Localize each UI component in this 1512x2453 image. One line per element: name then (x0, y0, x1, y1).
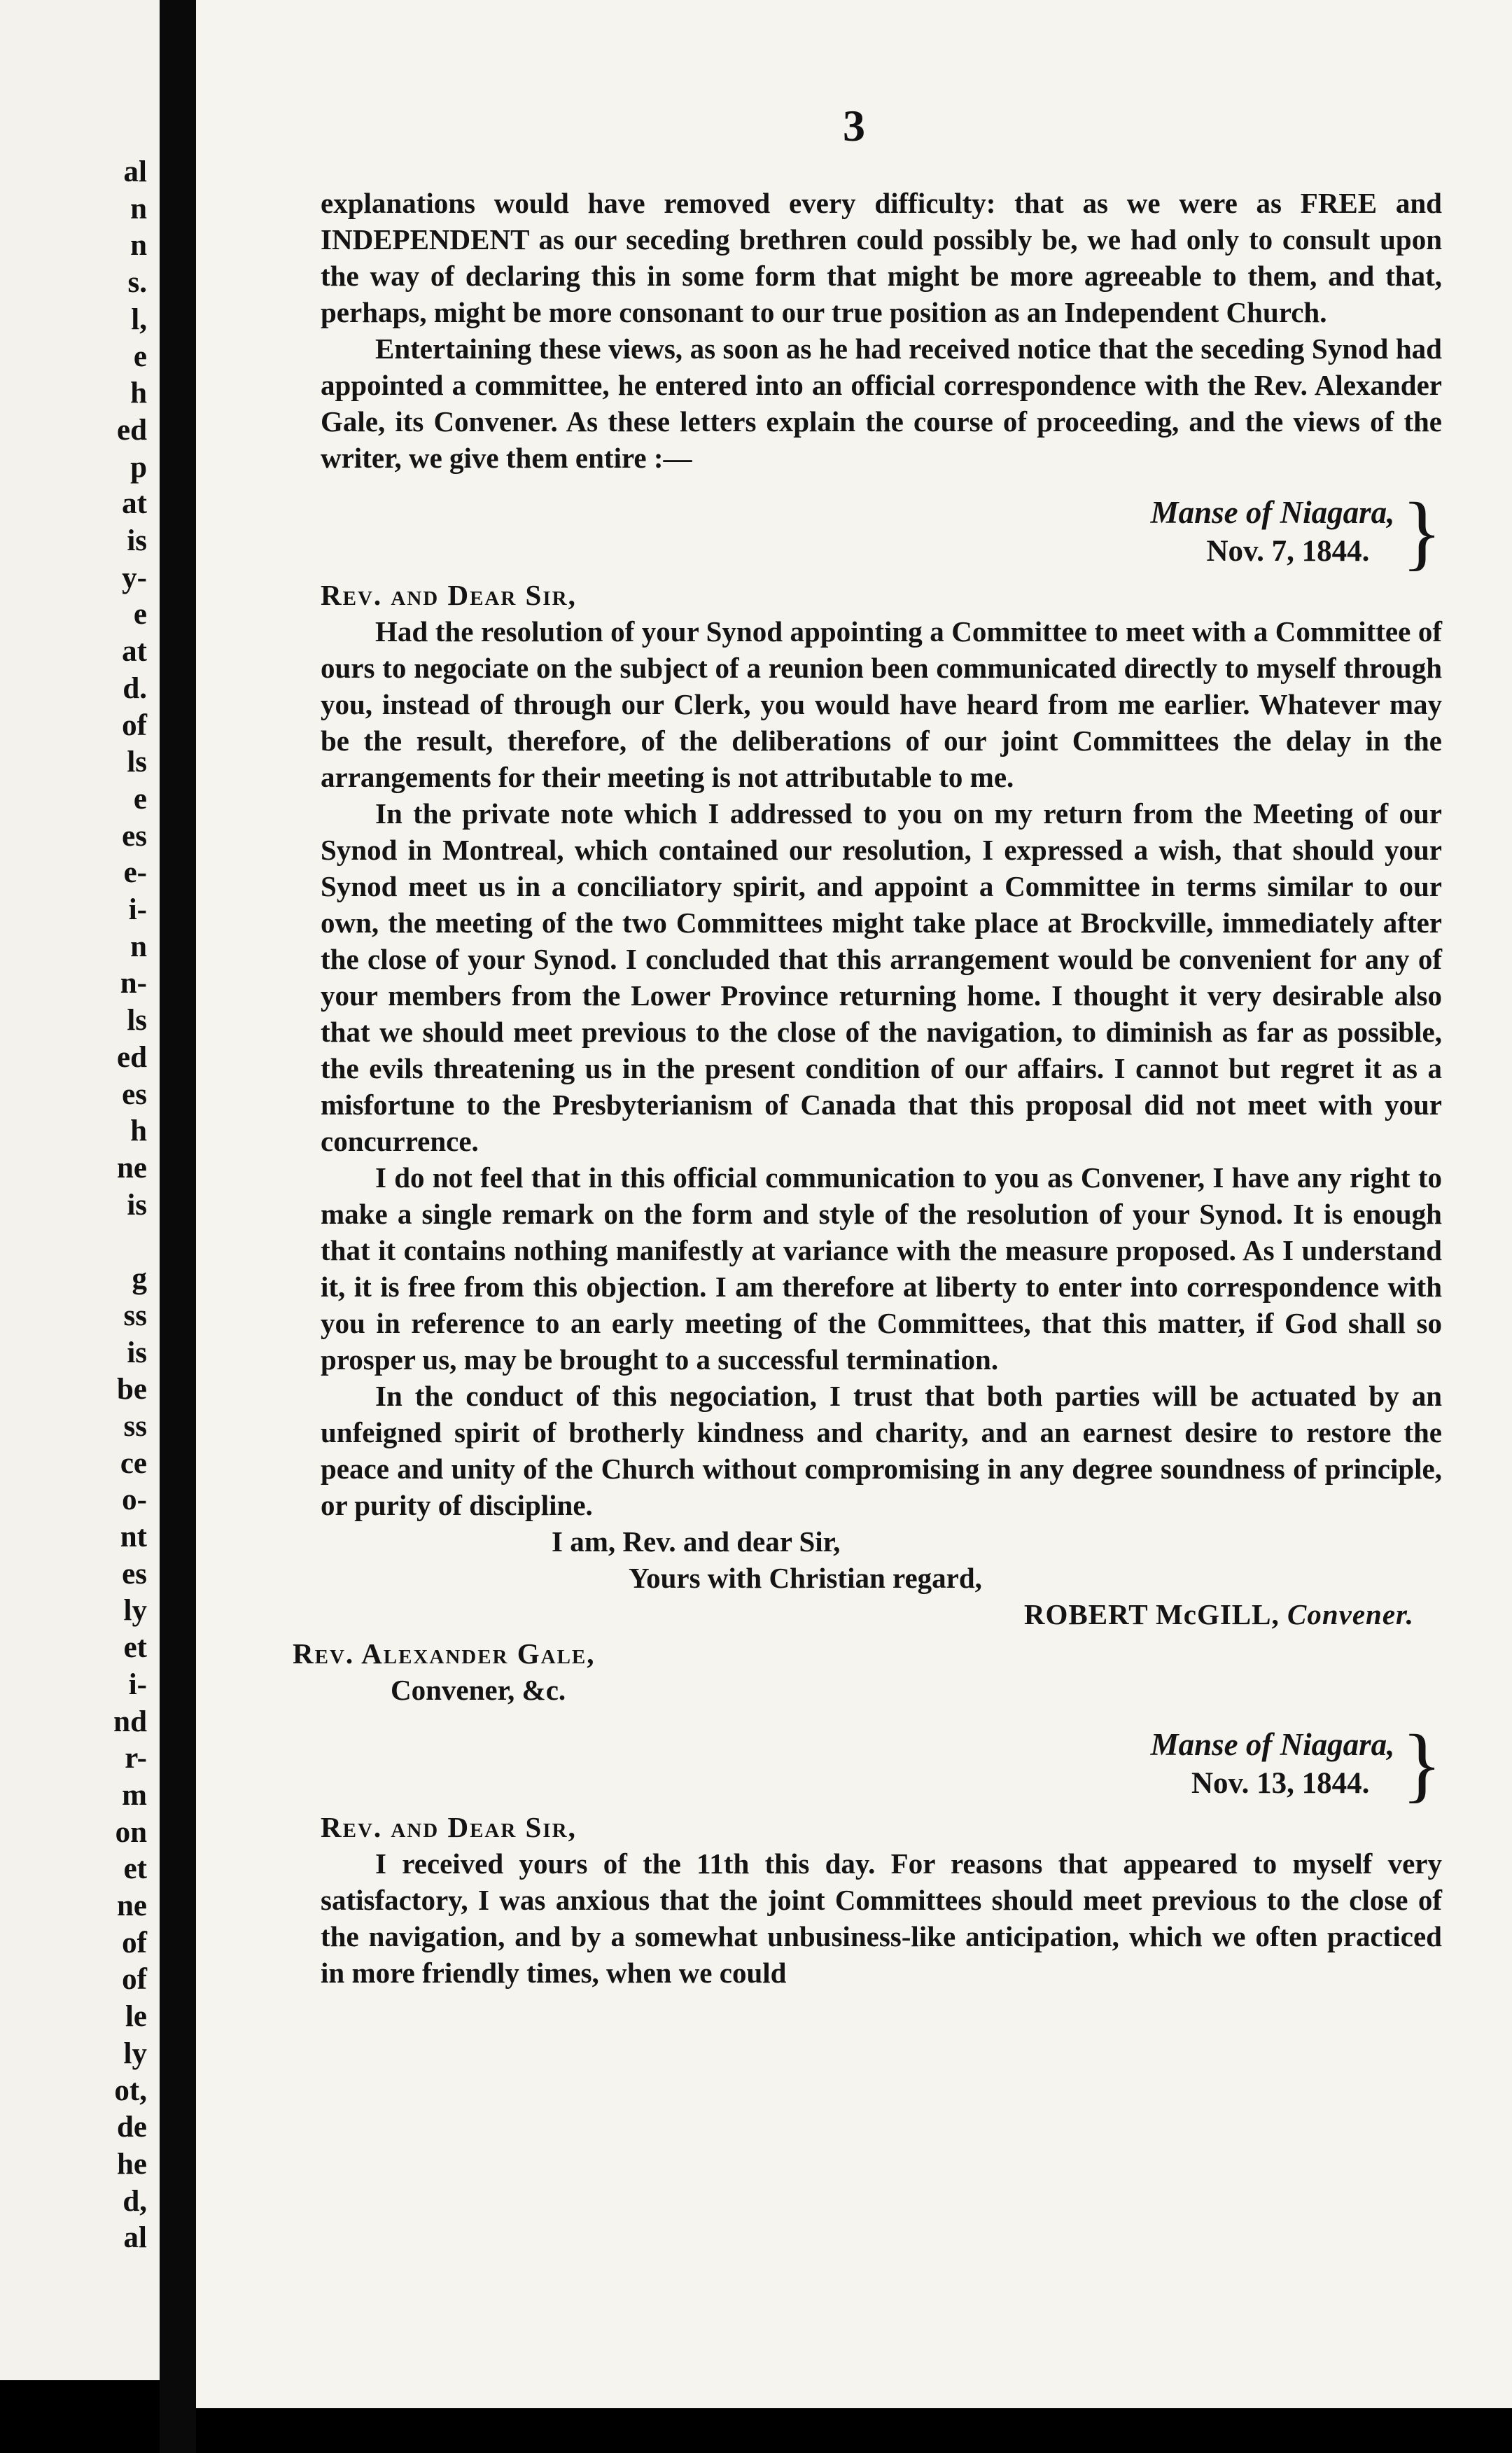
previous-page-fragment: he (117, 2147, 147, 2181)
previous-page-fragment: et (123, 1631, 147, 1665)
book-gutter (160, 0, 196, 2453)
previous-page-fragment: r- (125, 1742, 147, 1775)
previous-page-fragment: e (133, 598, 147, 631)
letter1-closing-line-2: Yours with Christian regard, (629, 1562, 982, 1594)
previous-page-fragment: al (123, 155, 147, 188)
previous-page-fragment: h (130, 1114, 147, 1148)
previous-page-fragment: d. (122, 671, 147, 705)
previous-page-fragment: of (122, 1963, 147, 1997)
previous-page-fragment: n (130, 229, 147, 263)
letter1-dateline (321, 485, 1442, 578)
previous-page-fragment: h (130, 377, 147, 410)
previous-page-fragment: ed (117, 1040, 147, 1074)
previous-page-fragment: g (132, 1262, 147, 1296)
intro-paragraph-2: Entertaining these views, as soon as he had received notice that the seceding Synod had appointed a committee, he entered into an official correspondence with the Rev. Alexander Gale, its Convener. As these letters explain the course of proceeding, and the views of the writer, we give them entire :— (321, 333, 1442, 474)
previous-page-fragment: ed (117, 413, 147, 447)
previous-page-fragment: at (122, 635, 147, 669)
previous-page-fragment (0, 1224, 160, 1261)
previous-page-fragment: al (123, 2221, 147, 2255)
previous-page-fragment: ls (127, 746, 147, 779)
letter2-date: Nov. 13, 1844. (1191, 1767, 1370, 1800)
previous-page-fragment: ss (123, 1409, 147, 1443)
previous-page-fragment: is (127, 1336, 147, 1369)
right-brace-glyph: } (1401, 485, 1442, 578)
book-page (196, 0, 1512, 2408)
previous-page-fragment: es (122, 819, 147, 853)
previous-page-fragment: n (130, 930, 147, 963)
previous-page-fragment: s. (127, 266, 147, 300)
signature-role: Convener. (1287, 1598, 1414, 1630)
previous-page-fragment: le (125, 2000, 147, 2034)
previous-page-fragment: i- (128, 893, 147, 927)
previous-page-fragment: ce (120, 1446, 147, 1480)
previous-page-fragment: of (122, 708, 147, 742)
previous-page-fragment: at (122, 487, 147, 521)
previous-page-fragment: de (117, 2111, 147, 2144)
letter2-dateline (321, 1717, 1442, 1810)
letter1-date: Nov. 7, 1844. (1206, 535, 1370, 568)
previous-page-fragment: ss (123, 1299, 147, 1332)
letter1-place: Manse of Niagara, (1150, 495, 1395, 530)
previous-page-fragment: es (122, 1557, 147, 1591)
previous-page-fragment: e (133, 340, 147, 373)
letter2-salutation: Rev. and Dear Sir, (321, 1811, 577, 1843)
page-number: 3 (843, 101, 865, 151)
letter1-body (321, 613, 1442, 1523)
previous-page-fragment: m (122, 1778, 147, 1812)
previous-page-fragment: ly (123, 1594, 147, 1628)
previous-page-fragment: e- (123, 856, 147, 890)
previous-page-fragments (0, 154, 160, 2257)
previous-page-fragment: i- (128, 1668, 147, 1701)
previous-page-fragment: nt (120, 1521, 147, 1554)
letter1-addressee: Rev. Alexander Gale, (293, 1637, 596, 1670)
signature-name: ROBERT McGILL, (1023, 1598, 1280, 1630)
previous-page-edge (0, 0, 160, 2380)
intro-paragraph-1: explanations would have removed every difficulty: that as we were as FREE and INDEPENDENT as our seceding brethren could possibly be, we had only to consult upon the way of declaring this in some form that might be more agreeable to them, and that, perhaps, might be more consonant to our true position as an Independent Church. (321, 187, 1442, 328)
previous-page-fragment: on (115, 1815, 147, 1849)
previous-page-fragment: ne (117, 1151, 147, 1184)
previous-page-fragment: n (130, 192, 147, 225)
previous-page-fragment: ly (123, 2036, 147, 2070)
previous-page-fragment: of (122, 1926, 147, 1959)
letter1-signature (321, 1596, 1442, 1633)
previous-page-fragment: l, (131, 302, 147, 336)
letter2-paragraph: I received yours of the 11th this day. For reasons that appeared to myself very satisfactory, I was anxious that the joint Committees should meet previous to the close of the navigation, and by a somewhat unbusiness-like anticipation, which we often practiced in more friendly times, when we could (321, 1847, 1442, 1989)
previous-page-fragment: is (127, 1188, 147, 1222)
previous-page-fragment: ls (127, 1004, 147, 1037)
previous-page-fragment: es (122, 1077, 147, 1111)
previous-page-fragment: p (130, 450, 147, 484)
letter1-paragraph: Had the resolution of your Synod appointing a Committee to meet with a Committee of ours to negociate on the subject of a reunion been communicated directly to myself through you, instead of through our Clerk, you would have heard from me earlier. Whatever may be the result, therefore, of the deliberations of our joint Committees the delay in the arrangements for their meeting is not attributable to me. (321, 615, 1442, 793)
previous-page-fragment: ne (117, 1889, 147, 1923)
letter1-closing-line-1: I am, Rev. and dear Sir, (552, 1525, 841, 1558)
letter1-salutation: Rev. and Dear Sir, (321, 579, 577, 611)
previous-page-fragment: o- (122, 1483, 147, 1517)
letter2-place: Manse of Niagara, (1150, 1727, 1395, 1762)
previous-page-fragment: d, (122, 2184, 147, 2218)
previous-page-fragment: be (117, 1373, 147, 1406)
previous-page-fragment: ot, (114, 2074, 147, 2107)
previous-page-fragment: e (133, 782, 147, 816)
letter1-paragraph: In the private note which I addressed to you on my return from the Meeting of our Synod in Montreal, which contained our resolution, I expressed a wish, that should your Synod meet us in a conciliatory spirit, and appoint a Committee in terms similar to our own, the meeting of the two Committees might take place at Brockville, immediately after the close of your Synod. I concluded that this arrangement would be convenient for any of your members from the Lower Province returning home. I thought it very desirable also that we should meet previous to the close of the navigation, to diminish as far as possible, the evils threatening us in the present condition of our affairs. I cannot but regret it as a misfortune to the Presbyterianism of Canada that this proposal did not meet with your concurrence. (321, 797, 1442, 1157)
previous-page-fragment: nd (113, 1705, 147, 1738)
letter1-paragraph: I do not feel that in this official communication to you as Convener, I have any right to make a single remark on the form and style of the resolution of your Synod. It is enough that it contains nothing manifestly at variance with the measure proposed. As I understand it, it is free from this objection. I am therefore at liberty to enter into correspondence with you in reference to an early meeting of the Committees, that this matter, if God shall so prosper us, may be brought to a successful termination. (321, 1161, 1442, 1376)
previous-page-fragment: y- (122, 561, 147, 594)
previous-page-fragment: is (127, 524, 147, 558)
letter1-paragraph: In the conduct of this negociation, I trust that both parties will be actuated by an unfeigned spirit of brotherly kindness and charity, and an earnest desire to restore the peace and unity of the Church without compromising in any degree soundness of principle, or purity of discipline. (321, 1380, 1442, 1521)
previous-page-fragment: et (123, 1852, 147, 1886)
previous-page-fragment: n- (120, 967, 147, 1000)
page-body (293, 185, 1442, 1991)
letter1-addressee-title: Convener, &c. (391, 1674, 566, 1706)
right-brace-glyph: } (1401, 1717, 1442, 1810)
